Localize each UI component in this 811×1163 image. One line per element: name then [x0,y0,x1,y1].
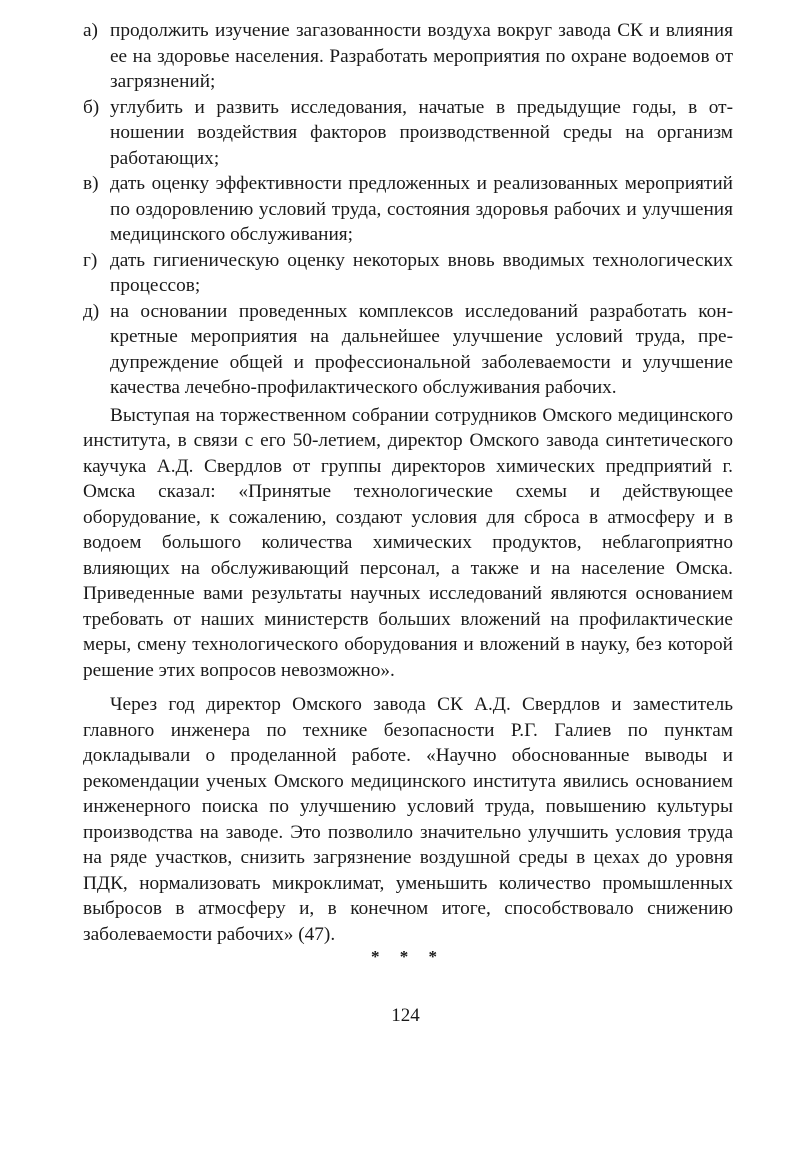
page-number: 124 [391,1005,420,1026]
list-item-text: углубить и развить исследования, начатые в предыдущие годы, в отношении воздействия факторов производственной среды на организм работающих; [110,96,733,169]
list-item-text: на основании проведенных комплексов исследований разработать конкретные мероприятия на дальнейшее улучшение условий труда, предупреждение общей и профессиональной заболеваемости и улучшение качества лечебно-профилактического обслуживания рабочих. [110,300,733,398]
paragraph-speech: Выступая на торжественном собрании сотрудников Омского медицинского института, в связи с его 50-летием, директор Омского завода синтетического каучука А.Д. Свердлов от группы директоров химических предприятий г. Омска сказал: «Принятые технологические схемы и действующее оборудование, к сожалению, создают условия для сброса в атмосферу и в водоем большого количества химических продуктов, неблагоприятно влияющих на обслуживающий персонал, а также и на население Омска. Приведенные вами результаты научных исследований являются основанием требовать от наших министерств больших вложений на профилактические меры, смену технологического оборудования и вложений в науку, без которой решение этих вопросов невозможно». [83,404,733,681]
list-marker: а) [83,20,98,41]
list-marker: б) [83,96,100,118]
list-marker: г) [83,249,98,271]
list-marker: д) [83,300,100,322]
task-list [83,18,733,401]
list-item-text: дать гигиеническую оценку некоторых вновь вводимых технологических процессов; [110,249,733,296]
list-item [83,171,733,248]
list-item-text: продолжить изучение загазованности воздуха вокруг завода СК и влияния ее на здоровье населения. Разработать мероприятия по охране водоемов от загрязнений; [110,20,733,92]
paragraph-report: Через год директор Омского завода СК А.Д. Свердлов и заместитель главного инженера по технике безопасности Р.Г. Галиев по пунктам докладывали о проделанной работе. «Научно обоснованные выводы и рекомендации ученых Омского медицинского института явились основанием инженерного поиска по улучшению условий труда, повышению культуры производства на заводе. Это позволило значительно улучшить условия труда на ряде участков, снизить загрязнение воздушной среды в цехах до уровня ПДК, нормализовать микроклимат, уменьшить количество промышленных выбросов в атмосферу и, в конечном итоге, способствовало снижению заболеваемости рабочих» (47). [83,694,733,945]
list-item-text: дать оценку эффективности предложенных и реализованных мероприятий по оздоровлению условий труда, состояния здоровья рабочих и улучшения медицинского обслуживания; [110,173,733,245]
list-marker: в) [83,173,99,194]
list-item [83,95,733,172]
list-item [83,248,733,299]
list-item [83,18,733,95]
page-body [83,18,733,967]
section-separator: * * * [371,947,445,966]
list-item [83,299,733,401]
